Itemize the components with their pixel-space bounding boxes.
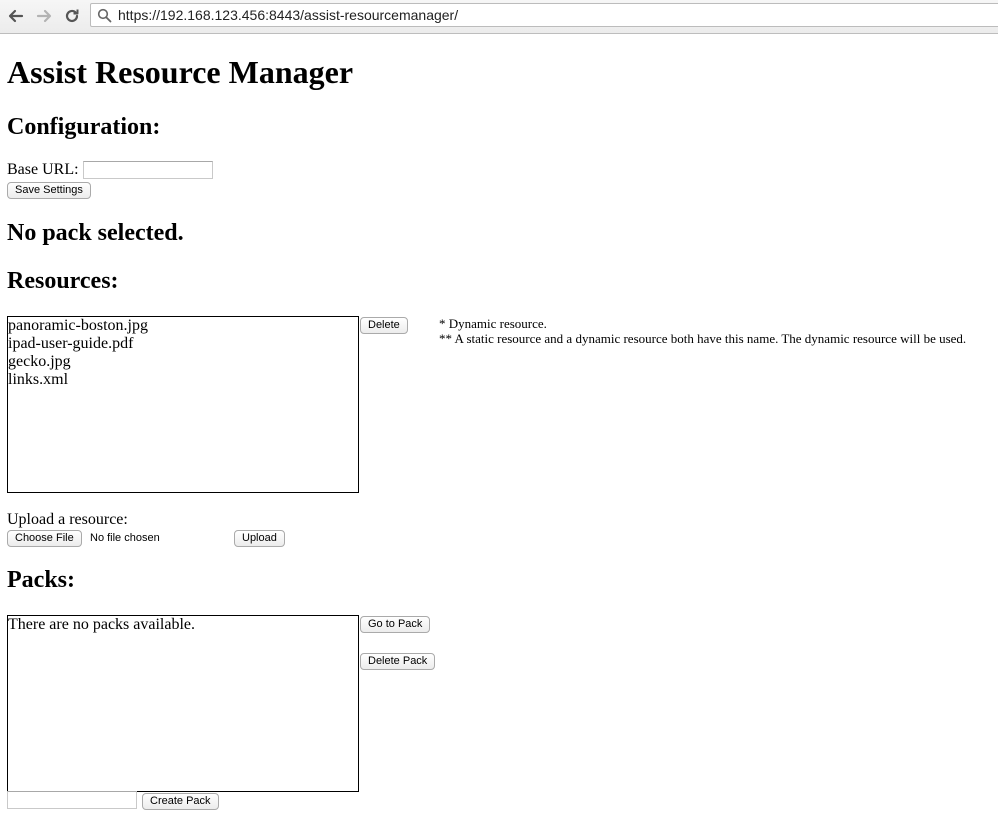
back-button[interactable]: [4, 4, 28, 28]
url-text: https://192.168.123.456:8443/assist-resourcemanager/: [118, 7, 459, 23]
search-icon: [97, 8, 112, 23]
list-item[interactable]: ipad-user-guide.pdf: [8, 335, 134, 352]
delete-pack-button[interactable]: Delete Pack: [360, 653, 435, 670]
create-pack-button[interactable]: Create Pack: [142, 793, 219, 810]
save-settings-button[interactable]: Save Settings: [7, 182, 91, 199]
reload-button[interactable]: [60, 4, 84, 28]
browser-toolbar: [0, 0, 998, 34]
file-status-text: No file chosen: [90, 532, 160, 544]
pack-status-heading: No pack selected.: [7, 220, 184, 246]
back-arrow-icon: [7, 7, 25, 25]
base-url-input[interactable]: [83, 161, 213, 179]
packs-listbox[interactable]: [7, 615, 359, 792]
page-title: Assist Resource Manager: [7, 54, 354, 90]
forward-button[interactable]: [32, 4, 56, 28]
list-item[interactable]: links.xml: [8, 371, 69, 388]
new-pack-name-input[interactable]: [7, 791, 137, 809]
list-item: There are no packs available.: [8, 616, 196, 633]
list-item[interactable]: panoramic-boston.jpg: [8, 317, 148, 334]
resources-heading: Resources:: [7, 268, 119, 294]
upload-button[interactable]: Upload: [234, 530, 285, 547]
delete-resource-button[interactable]: Delete: [360, 317, 408, 334]
page-content: [0, 34, 998, 824]
packs-heading: Packs:: [7, 567, 75, 593]
resources-listbox[interactable]: [7, 316, 359, 493]
choose-file-button[interactable]: Choose File: [7, 530, 82, 547]
name-conflict-note: ** A static resource and a dynamic resource both have this name. The dynamic resource will be used.: [439, 331, 967, 346]
reload-icon: [63, 7, 81, 25]
base-url-label: Base URL:: [7, 161, 79, 178]
go-to-pack-button[interactable]: Go to Pack: [360, 616, 430, 633]
configuration-heading: Configuration:: [7, 114, 161, 140]
forward-arrow-icon: [35, 7, 53, 25]
address-bar[interactable]: [90, 3, 998, 27]
upload-label: Upload a resource:: [7, 511, 128, 528]
list-item[interactable]: gecko.jpg: [8, 353, 71, 370]
dynamic-resource-note: * Dynamic resource.: [439, 316, 547, 331]
